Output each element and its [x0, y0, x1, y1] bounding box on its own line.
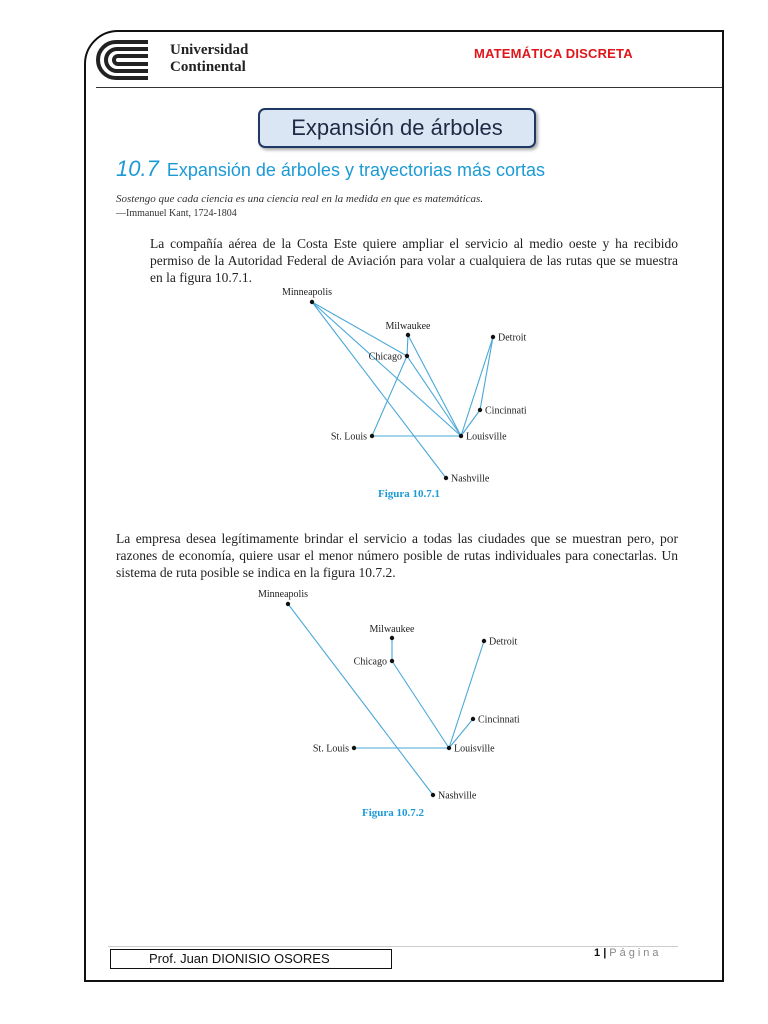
- city-label-louisville: Louisville: [454, 743, 495, 755]
- section-number: 10.7: [116, 156, 159, 181]
- paragraph-intro: La compañía aérea de la Costa Este quiere ampliar el servicio al medio oeste y ha recibido permiso de la Autoridad Federal de Aviación para volar a cualquiera de las rutas que se muestra en la figura 10.7.1.: [150, 236, 678, 285]
- vertex-st-louis: [352, 746, 356, 750]
- vertex-cincinnati: [471, 717, 475, 721]
- vertex-chicago: [390, 659, 394, 663]
- university-line2: Continental: [170, 59, 246, 75]
- city-label-cincinnati: Cincinnati: [485, 405, 527, 417]
- city-label-milwaukee: Milwaukee: [385, 321, 431, 332]
- vertex-minneapolis: [286, 602, 290, 606]
- city-label-chicago: Chicago: [353, 656, 387, 668]
- vertex-milwaukee: [390, 636, 394, 640]
- subject-title: MATEMÁTICA DISCRETA: [474, 46, 633, 61]
- footer-divider: [108, 946, 678, 947]
- city-label-milwaukee: Milwaukee: [369, 624, 415, 635]
- university-line1: Universidad: [170, 42, 249, 58]
- vertex-detroit: [482, 639, 486, 643]
- city-label-cincinnati: Cincinnati: [478, 714, 520, 726]
- paragraph-spanning: La empresa desea legítimamente brindar el servicio a todas las ciudades que se muestran pero, por razones de economía, quiere usar el menor número posible de rutas individuales para conectarlas. Un sistema de ruta posible se indica en la figura 10.7.2.: [116, 531, 678, 580]
- figure-caption: Figura 10.7.1: [377, 488, 441, 500]
- city-label-nashville: Nashville: [438, 790, 477, 802]
- professor-name: Prof. Juan DIONISIO OSORES: [110, 949, 392, 969]
- city-label-nashville: Nashville: [451, 473, 490, 485]
- page-number-value: 1: [594, 947, 601, 959]
- section-title: Expansión de árboles y trayectorias más cortas: [166, 160, 546, 180]
- figure-caption: Figura 10.7.2: [361, 807, 425, 819]
- vertex-nashville: [431, 793, 435, 797]
- edge-detroit-louisville: [449, 641, 484, 748]
- city-label-minneapolis: Minneapolis: [258, 589, 308, 600]
- vertex-louisville: [447, 746, 451, 750]
- city-label-louisville: Louisville: [466, 431, 507, 443]
- page-number-separator: |: [603, 947, 607, 959]
- epigraph-quote: Sostengo que cada ciencia es una ciencia real en la medida en que es matemáticas.: [116, 193, 484, 205]
- page-number: [594, 947, 662, 959]
- page-label: Página: [609, 947, 662, 959]
- epigraph-author: —Immanuel Kant, 1724-1804: [116, 208, 237, 219]
- edge-chicago-louisville: [392, 661, 449, 748]
- city-label-st-louis: St. Louis: [330, 431, 367, 443]
- city-label-st-louis: St. Louis: [312, 743, 349, 755]
- page-title: Expansión de árboles: [258, 108, 536, 148]
- city-label-detroit: Detroit: [498, 332, 527, 344]
- city-label-detroit: Detroit: [489, 636, 518, 648]
- city-label-minneapolis: Minneapolis: [282, 287, 332, 298]
- city-label-chicago: Chicago: [368, 351, 402, 363]
